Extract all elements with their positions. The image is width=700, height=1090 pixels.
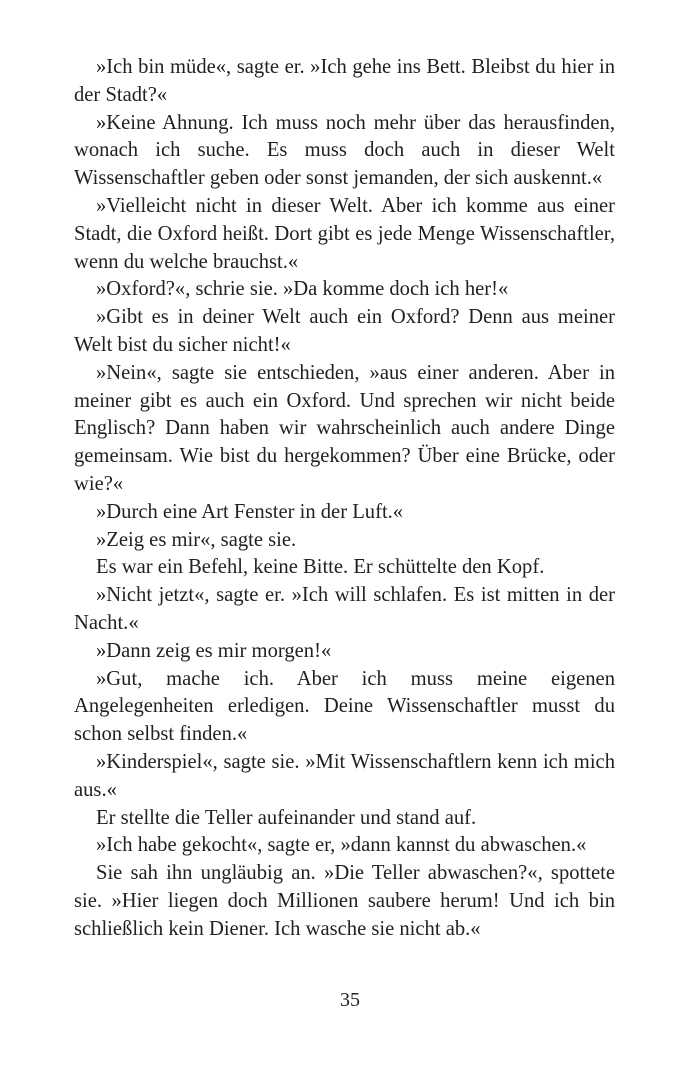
paragraph: Sie sah ihn ungläubig an. »Die Teller abwaschen?«, spottete sie. »Hier liegen doch Millionen saubere herum! Und ich bin schließlich kein Diener. Ich wasche sie nicht ab.« [74,862,615,940]
paragraph: »Oxford?«, schrie sie. »Da komme doch ich her!« [96,278,509,301]
paragraph: »Ich habe gekocht«, sagte er, »dann kannst du abwaschen.« [96,834,587,857]
paragraph: »Gut, mache ich. Aber ich muss meine eigenen Angelegenheiten erledigen. Deine Wissenschaftler musst du schon selbst finden.« [74,667,615,746]
paragraph: »Nicht jetzt«, sagte er. »Ich will schlafen. Es ist mitten in der Nacht.« [74,584,615,634]
paragraph: »Kinderspiel«, sagte sie. »Mit Wissenschaftlern kenn ich mich aus.« [74,750,615,801]
paragraph: »Ich bin müde«, sagte er. »Ich gehe ins Bett. Bleibst du hier in der Stadt?« [74,56,615,106]
paragraph: »Dann zeig es mir morgen!« [96,639,332,662]
page-number: 35 [340,989,360,1011]
paragraph: »Zeig es mir«, sagte sie. [96,528,297,551]
paragraph: »Durch eine Art Fenster in der Luft.« [96,500,404,523]
paragraph: »Nein«, sagte sie entschieden, »aus einer anderen. Aber in meiner gibt es auch ein Oxford. Und sprechen wir nicht beide Englisch? Dann haben wir wahrscheinlich auch andere Dinge gemeinsam. Wie bist du hergekommen? Über eine Brücke, oder wie?« [74,361,615,495]
paragraph: Es war ein Befehl, keine Bitte. Er schüttelte den Kopf. [96,556,545,579]
paragraph: »Gibt es in deiner Welt auch ein Oxford? Denn aus meiner Welt bist du sicher nicht!« [74,306,615,356]
paragraph: »Keine Ahnung. Ich muss noch mehr über das herausfinden, wonach ich suche. Es muss doch auch in dieser Welt Wissenschaftler geben oder sonst jemanden, der sich auskennt.« [74,111,615,190]
body-text [74,54,615,944]
paragraph: Er stellte die Teller aufeinander und stand auf. [96,806,477,829]
paragraph: »Vielleicht nicht in dieser Welt. Aber ich komme aus einer Stadt, die Oxford heißt. Dort gibt es jede Menge Wissenschaftler, wenn du welche brauchst.« [74,194,615,273]
